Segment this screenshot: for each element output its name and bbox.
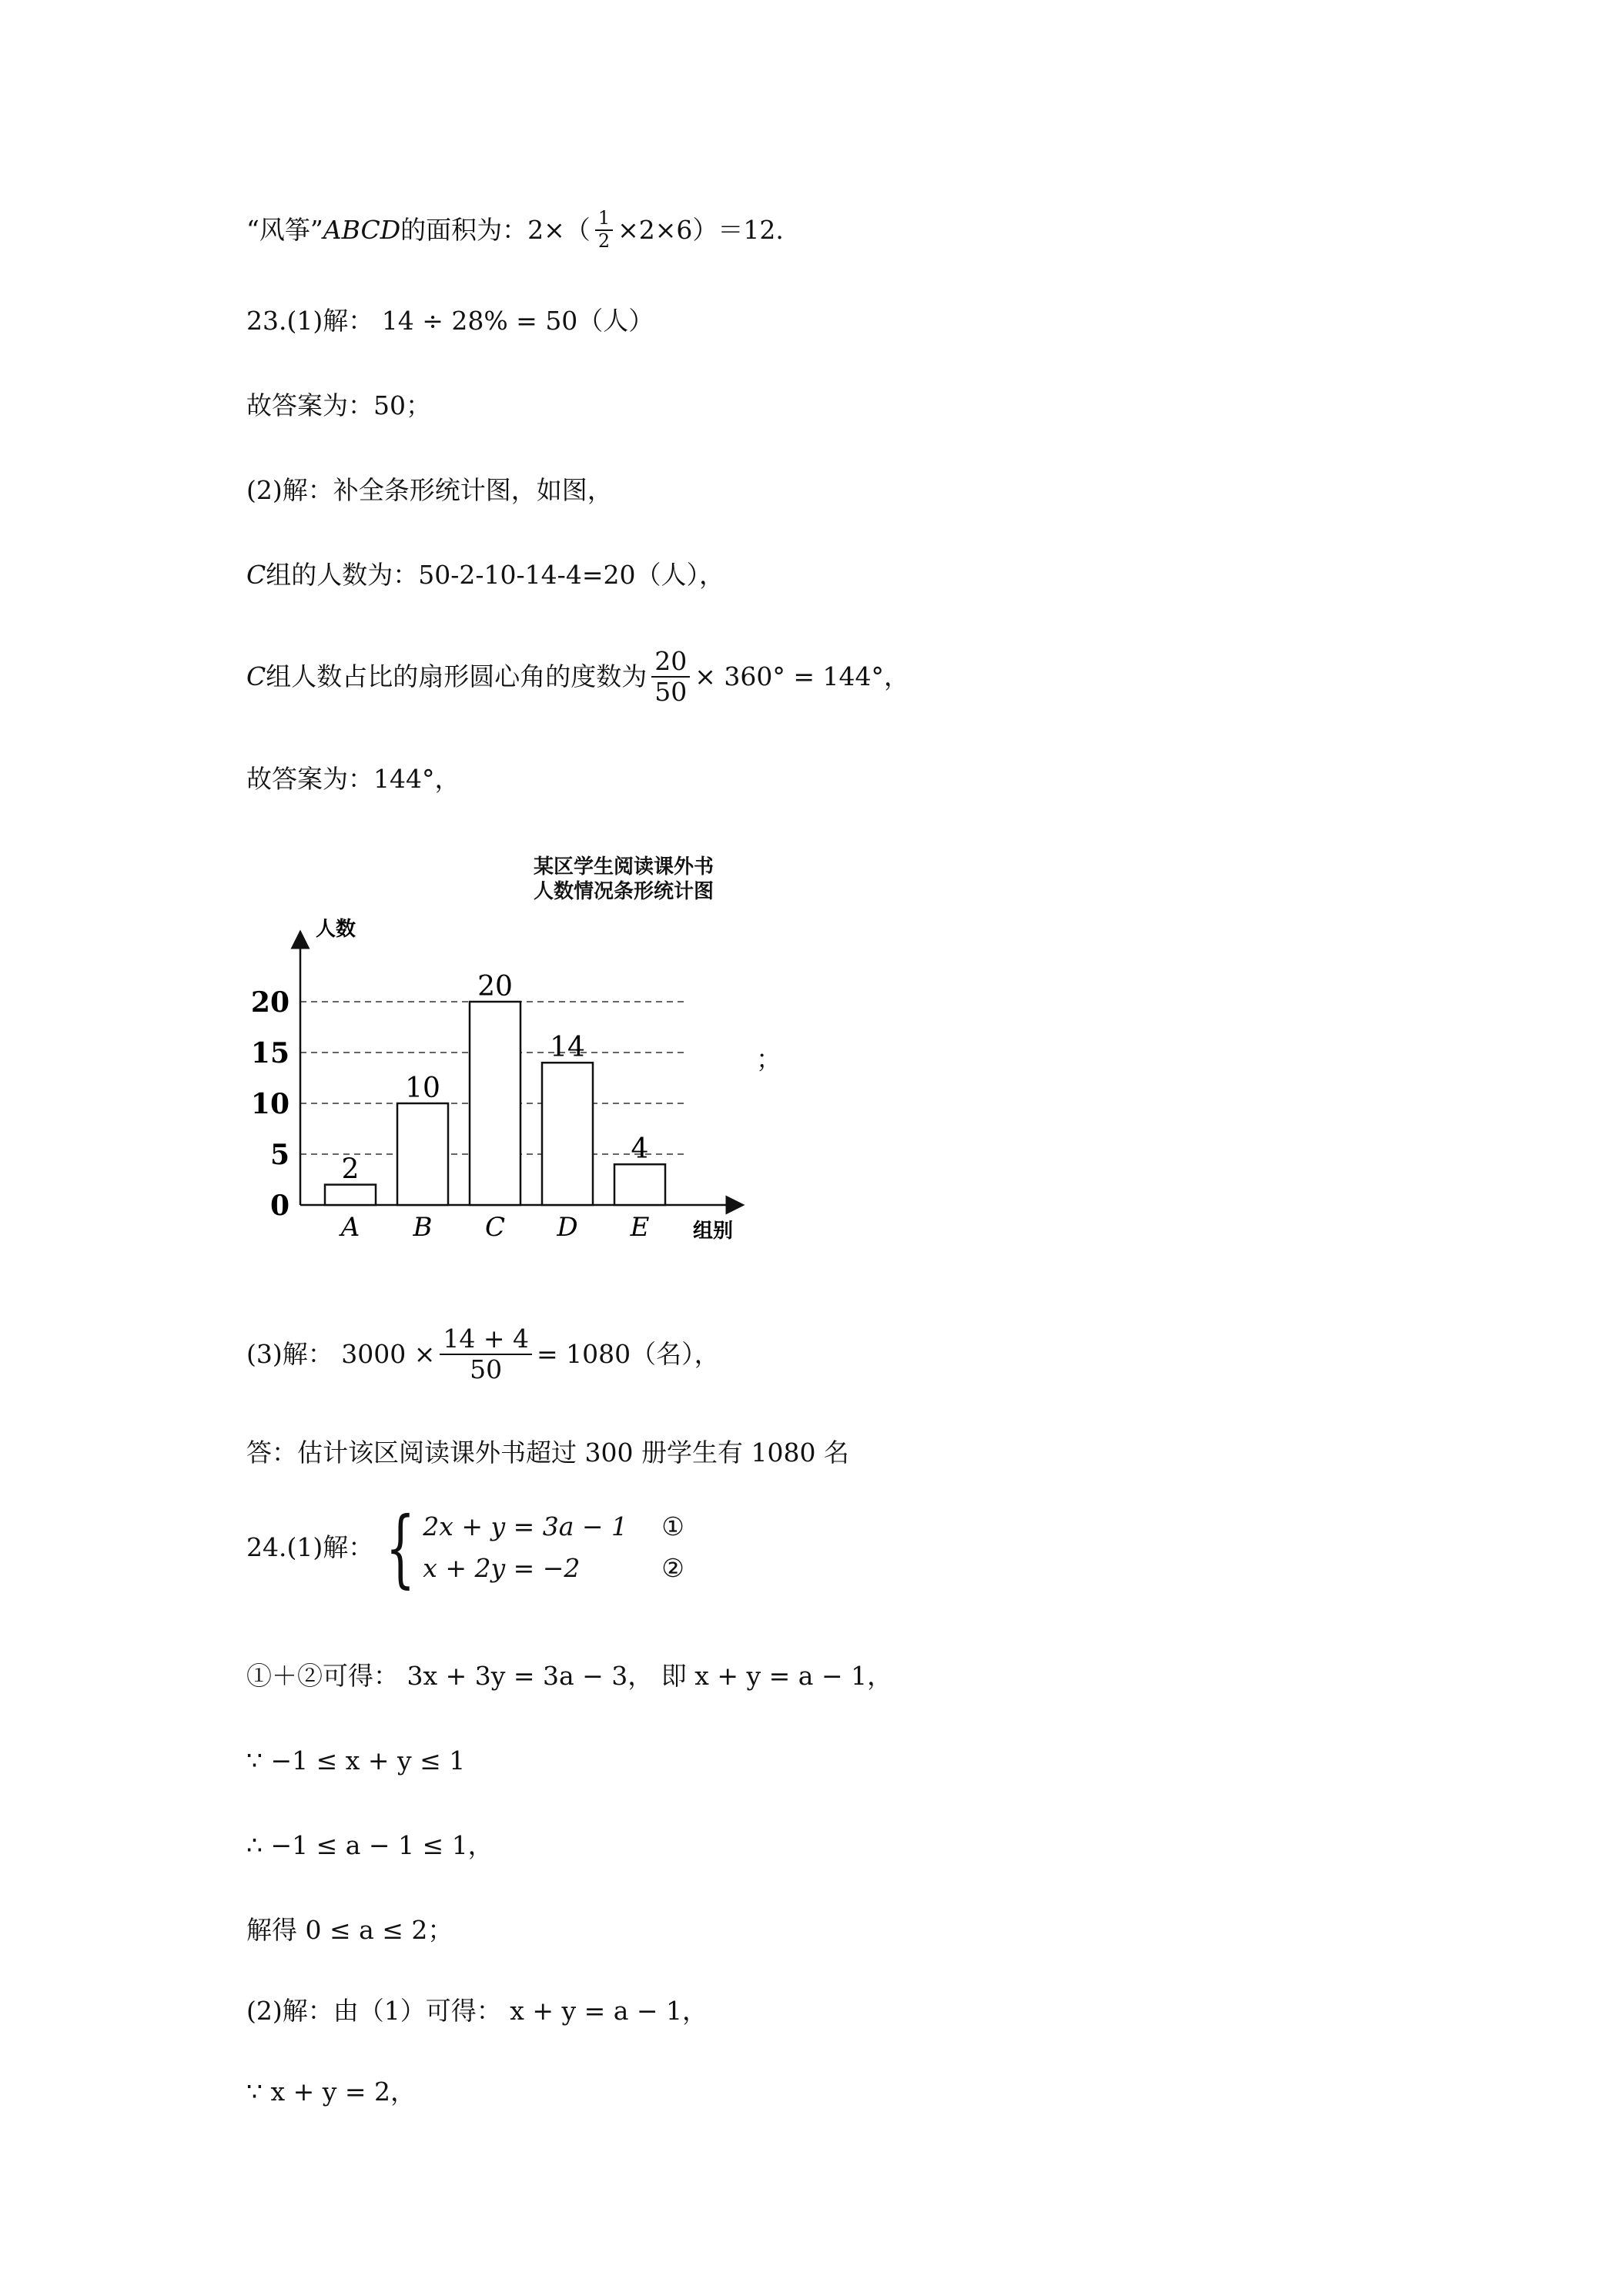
central-angle-pre: 组人数占比的扇形圆心角的度数为 [266,661,648,691]
central-angle-line [246,647,909,707]
y-tick-0: 0 [269,1190,289,1222]
kite-prefix: “风筝” [246,214,323,245]
equation-system [373,1498,684,1597]
estimate-answer-line: 答：估计该区阅读课外书超过 300 册学生有 1080 名 [246,1438,849,1468]
group-c-label: C [246,661,266,691]
bar-value-E: 4 [631,1133,649,1166]
equation-2-marker: ② [661,1553,684,1583]
group-c-label: C [246,560,266,590]
fraction-numerator: 20 [651,647,690,678]
category-label-D: D [557,1212,578,1243]
fraction-denominator: 50 [654,676,688,707]
fraction-denominator: 2 [597,229,611,252]
bar-value-C: 20 [477,971,513,1002]
brace-icon: { [385,1498,416,1597]
fraction-half [595,208,613,252]
bar-A [325,1185,376,1205]
group-c-count-line [246,558,724,592]
central-angle-post: × 360° = 144°， [694,661,909,691]
chart-title-line-1: 某区学生阅读课外书 [533,855,714,879]
therefore-range-line: ∴ −1 ≤ a − 1 ≤ 1， [246,1830,494,1860]
kite-area-line [246,208,784,252]
solve-a-line: 解得 0 ≤ a ≤ 2； [246,1915,453,1945]
because-range-line: ∵ −1 ≤ x + y ≤ 1 [246,1745,466,1776]
fraction-18-50 [440,1324,532,1384]
q24-1-pre: 24.(1)解： [246,1532,374,1562]
bars [325,971,665,1243]
trailing-semicolon: ； [756,1044,781,1074]
q24-1-line [246,1498,684,1597]
because-sum-line: ∵ x + y = 2， [246,2077,416,2107]
q23-3-pre: (3)解： 3000 × [246,1338,436,1369]
q23-2-line: (2)解：补全条形统计图，如图， [246,475,613,505]
category-label-C: C [484,1212,506,1243]
y-tick-10: 10 [250,1088,289,1120]
bar-chart [239,843,762,1259]
fraction-20-50 [651,647,690,707]
bar-C [470,1002,520,1205]
kite-suffix: ×2×6）＝12. [617,214,784,245]
q23-1-line: 23.(1)解： 14 ÷ 28% = 50（人） [246,306,654,336]
group-c-count-text: 组的人数为：50-2-10-14-4=20（人）， [266,560,724,590]
fraction-denominator: 50 [470,1354,503,1384]
y-tick-20: 20 [250,986,289,1019]
kite-mid: 的面积为：2×（ [400,214,591,245]
bar-value-A: 2 [341,1153,360,1186]
bar-value-D: 14 [550,1032,585,1064]
category-label-E: E [630,1212,650,1243]
y-tick-15: 15 [250,1037,289,1069]
answer-50-line: 故答案为：50； [246,390,431,420]
category-label-A: A [340,1212,360,1243]
y-tick-5: 5 [269,1139,289,1171]
category-label-B: B [413,1212,433,1243]
q23-3-line [246,1324,720,1384]
bar-E [614,1164,665,1205]
bar-value-B: 10 [405,1073,440,1104]
chart-title-line-2: 人数情况条形统计图 [533,880,714,903]
bar-D [542,1063,593,1205]
y-axis-label: 人数 [316,918,356,941]
q23-3-post: = 1080（名）， [536,1338,720,1369]
answer-144-line: 故答案为：144°， [246,764,460,794]
sum-equations-line: ①＋②可得： 3x + 3y = 3a − 3， 即 x + y = a − 1， [246,1661,893,1691]
bar-B [397,1103,448,1205]
x-axis-label: 组别 [693,1220,734,1243]
fraction-numerator: 1 [595,208,613,231]
equation-2: x + 2y = −2 [423,1553,581,1583]
equation-1-marker: ① [661,1511,684,1541]
fraction-numerator: 14 + 4 [440,1324,532,1355]
y-tick-labels [251,986,289,1222]
equation-1: 2x + y = 3a − 1 [423,1511,628,1541]
kite-name: ABCD [323,214,401,245]
q24-2-line: (2)解：由（1）可得： x + y = a − 1， [246,1996,708,2026]
